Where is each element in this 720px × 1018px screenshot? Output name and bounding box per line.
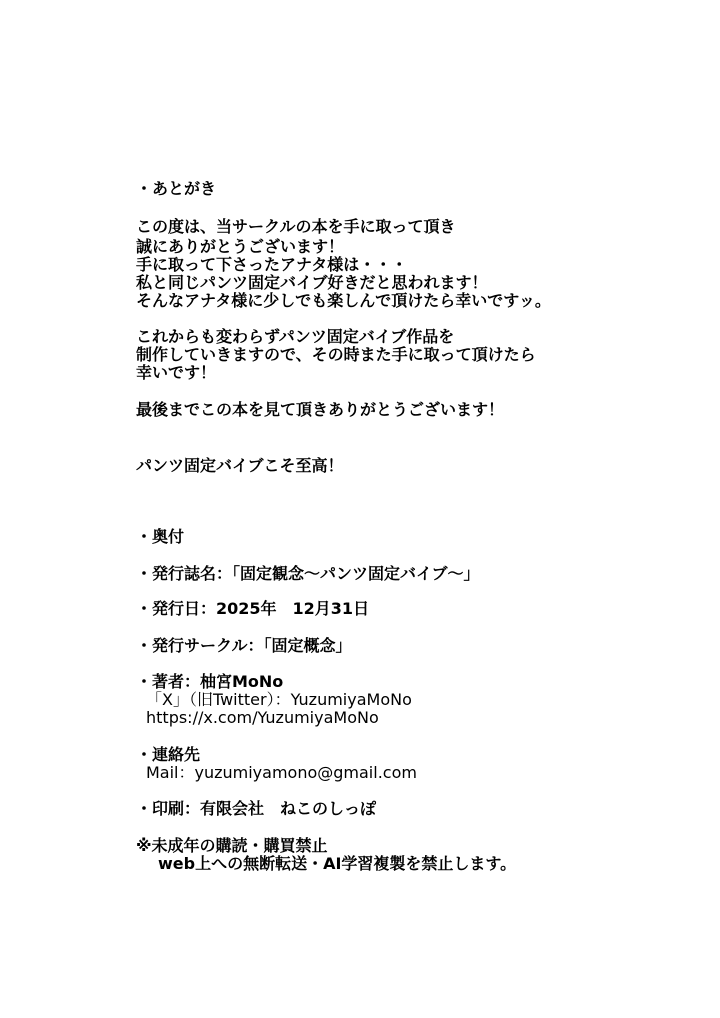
afterword-line: そんなアナタ様に少しでも楽しんで頂けたら幸いですッ。	[136, 291, 551, 310]
afterword-line: これからも変わらずパンツ固定バイブ作品を	[136, 327, 455, 346]
afterword-line: 制作していきますので、その時また手に取って頂けたら	[136, 345, 536, 364]
afterword-line: 誠にありがとうございます！	[136, 237, 345, 256]
colophon-printer: ・印刷：有限会社 ねこのしっぽ	[136, 799, 377, 818]
colophon-x-url[interactable]: https://x.com/YuzumiyaMoNo	[146, 708, 379, 727]
afterword-line: 幸いです！	[136, 363, 217, 382]
colophon-mail[interactable]: Mail：yuzumiyamono@gmail.com	[146, 763, 417, 782]
colophon-date: ・発行日：2025年 12月31日	[136, 599, 370, 618]
colophon-x-account: 「X」（旧Twitter）：YuzumiyaMoNo	[146, 690, 412, 709]
colophon-author: ・著者：柚宮MoNo	[136, 672, 284, 691]
afterword-line: この度は、当サークルの本を手に取って頂き	[136, 217, 456, 236]
afterword-line: 手に取って下さったアナタ様は・・・	[136, 255, 408, 274]
colophon-title: ・発行誌名：「固定観念～パンツ固定バイブ～」	[136, 564, 480, 583]
afterword-thanks: 最後までこの本を見て頂きありがとうございます！	[136, 400, 505, 419]
colophon-contact-heading: ・連絡先	[136, 745, 201, 764]
afterword-heading: ・あとがき	[136, 179, 217, 198]
colophon-heading: ・奥付	[136, 527, 185, 546]
notice-line: web上への無断転送・AI学習複製を禁止します。	[158, 854, 517, 873]
notice-line: ※未成年の購読・購買禁止	[136, 836, 328, 855]
colophon-circle: ・発行サークル：「固定概念」	[136, 636, 352, 655]
afterword-closing: パンツ固定バイブこそ至高！	[136, 456, 344, 475]
afterword-line: 私と同じパンツ固定バイブ好きだと思われます！	[136, 273, 488, 292]
